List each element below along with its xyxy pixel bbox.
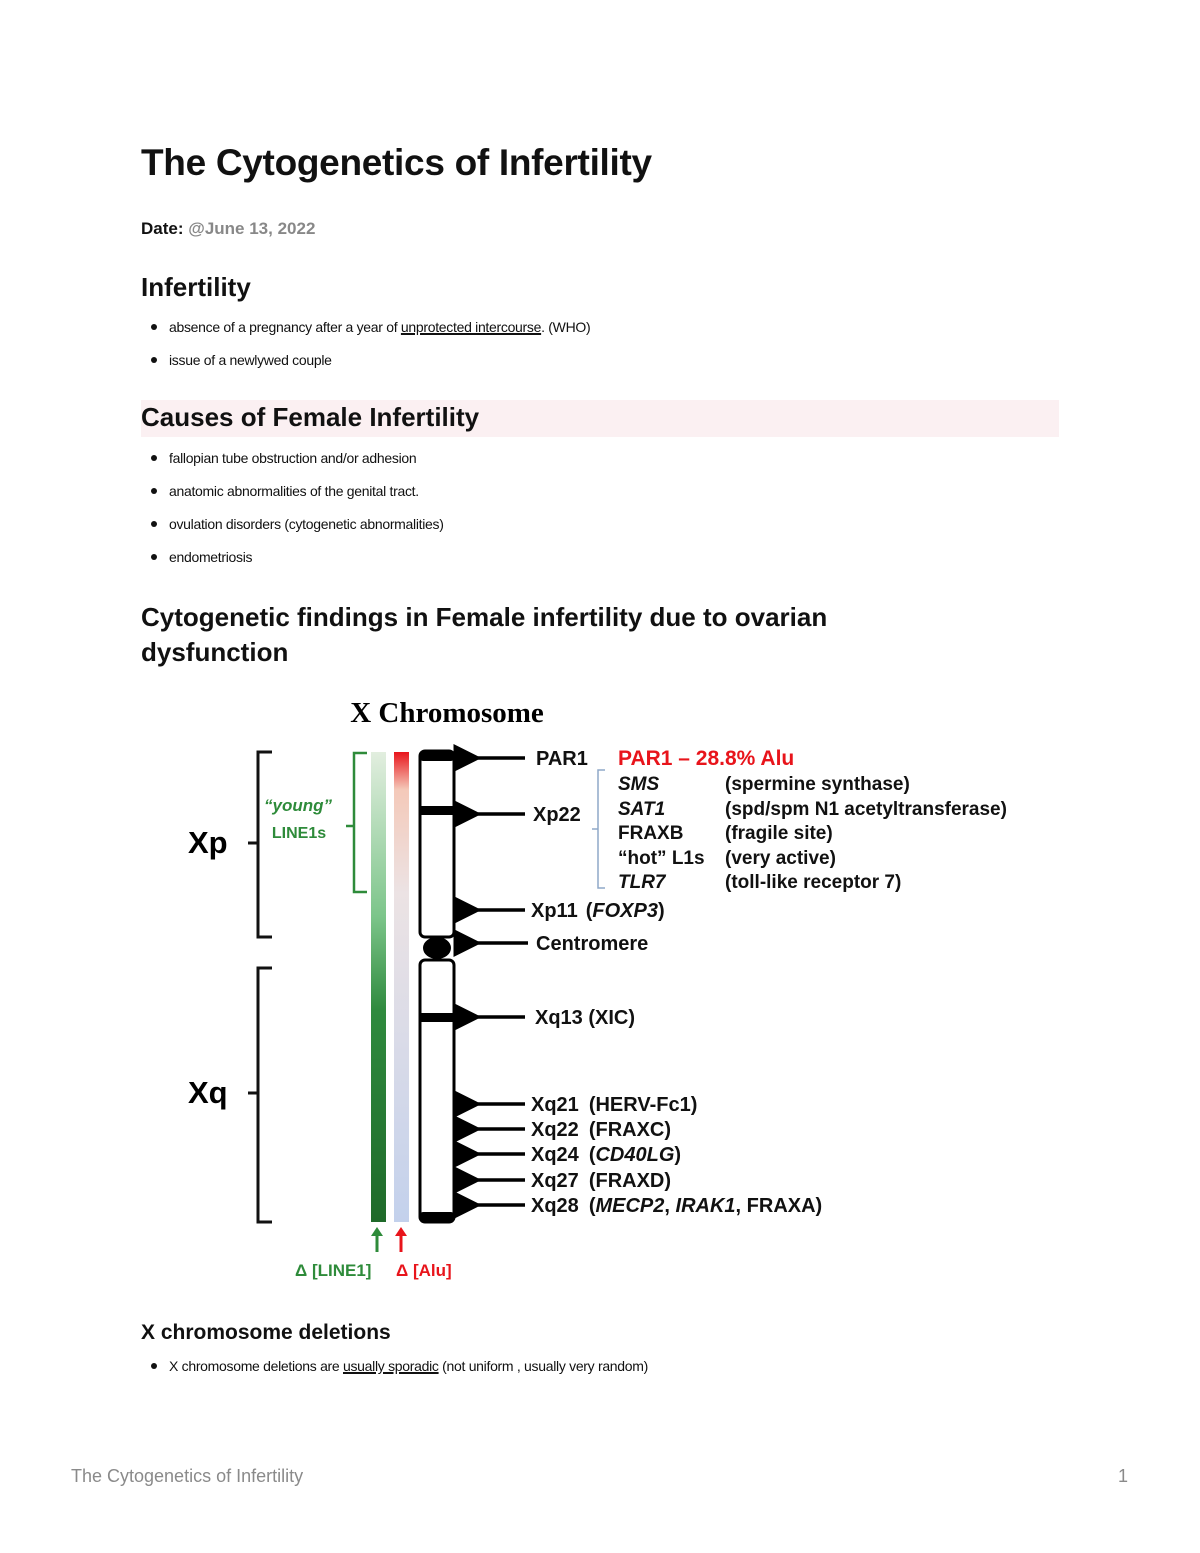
locus-xq21: Xq21 (HERV-Fc1)	[531, 1094, 698, 1116]
chromosome-band	[420, 806, 454, 815]
deletions-list	[150, 1357, 648, 1390]
heading-line: Cytogenetic findings in Female infertility due to ovarian	[141, 602, 828, 632]
xp-bracket	[248, 752, 272, 937]
centromere-shape	[423, 937, 451, 959]
locus-xq27: Xq27 (FRAXD)	[531, 1170, 672, 1192]
delta-alu-label: Δ [Alu]	[396, 1261, 452, 1280]
xp22-bracket	[592, 770, 605, 888]
list-item: issue of a newlywed couple	[150, 351, 590, 384]
heading-line: dysfunction	[141, 637, 289, 667]
locus-xq24: Xq24 (CD40LG)	[531, 1144, 682, 1166]
gene-desc: (spermine synthase)	[725, 774, 910, 795]
figure-title: X Chromosome	[350, 697, 544, 729]
green-up-arrow-icon	[371, 1227, 383, 1236]
list-item: anatomic abnormalities of the genital tract.	[150, 482, 444, 515]
gene-desc: (fragile site)	[725, 823, 833, 844]
locus-par1: PAR1	[536, 748, 588, 770]
xq-label: Xq	[188, 1075, 228, 1110]
chromosome-band	[420, 1013, 454, 1022]
underlined-text: usually sporadic	[343, 1358, 439, 1374]
chromosome-p-arm	[420, 751, 454, 937]
xq-bracket	[248, 968, 272, 1222]
locus-xp11: Xp11 (FOXP3)	[531, 900, 665, 922]
locus-xq28: Xq28 (MECP2, IRAK1, FRAXA)	[531, 1195, 823, 1217]
gene-desc: (toll-like receptor 7)	[725, 872, 902, 893]
list-item: ovulation disorders (cytogenetic abnormalities)	[150, 515, 444, 548]
gene-name: SAT1	[618, 799, 666, 820]
chromosome-q-arm	[420, 960, 454, 1222]
heading-causes: Causes of Female Infertility	[141, 400, 1059, 437]
locus-arrows	[478, 758, 528, 1205]
footer-title: The Cytogenetics of Infertility	[71, 1466, 304, 1486]
heading-infertility: Infertility	[141, 272, 251, 302]
gene-desc: (very active)	[725, 848, 836, 869]
red-up-arrow-icon	[395, 1227, 407, 1236]
par1-alu-label: PAR1 – 28.8% Alu	[618, 747, 795, 770]
delta-line1-label: Δ [LINE1]	[295, 1261, 372, 1280]
alu-density-bar	[394, 752, 409, 1222]
young-label: “young”	[264, 796, 332, 815]
page-title: The Cytogenetics of Infertility	[141, 142, 652, 183]
date-value[interactable]: @June 13, 2022	[188, 219, 316, 238]
text: (not uniform , usually very random)	[438, 1358, 648, 1374]
gene-name: SMS	[618, 774, 660, 795]
list-item: fallopian tube obstruction and/or adhesion	[150, 449, 444, 482]
heading-deletions: X chromosome deletions	[141, 1321, 391, 1344]
locus-xq13: Xq13 (XIC)	[535, 1007, 636, 1029]
gene-desc: (spd/spm N1 acetyltransferase)	[725, 799, 1007, 820]
text: . (WHO)	[541, 319, 591, 335]
young-line1-bracket	[346, 753, 367, 892]
gene-name: “hot” L1s	[618, 848, 705, 869]
locus-xp22: Xp22	[533, 804, 581, 826]
page-number: 1	[1118, 1466, 1129, 1486]
line1-density-bar	[371, 752, 386, 1222]
gene-name: TLR7	[618, 872, 666, 893]
date-label: Date:	[141, 219, 184, 238]
xp-label: Xp	[188, 825, 228, 860]
text: absence of a pregnancy after a year of	[169, 319, 401, 335]
chromosome-band	[420, 751, 454, 761]
list-item: endometriosis	[150, 548, 444, 581]
gene-name: FRAXB	[618, 823, 684, 844]
underlined-text: unprotected intercourse	[400, 319, 542, 335]
line1s-label: LINE1s	[271, 825, 327, 842]
locus-centromere: Centromere	[536, 933, 649, 955]
list-item	[150, 1357, 648, 1390]
locus-xq22: Xq22 (FRAXC)	[531, 1119, 672, 1141]
text: X chromosome deletions are	[169, 1358, 343, 1374]
chromosome-band	[420, 1212, 454, 1222]
